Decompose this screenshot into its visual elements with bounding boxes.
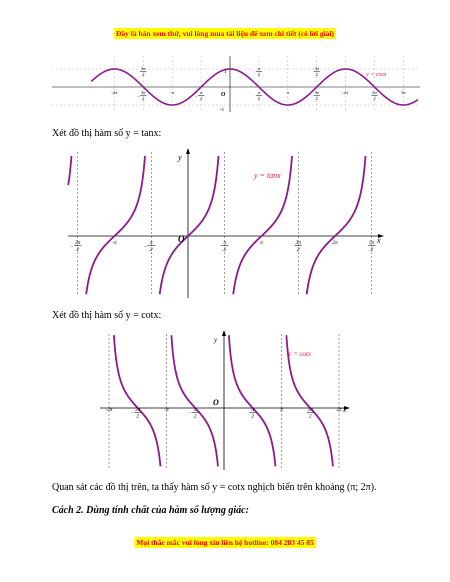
svg-text:-π: -π [164, 408, 169, 413]
x-tick-label [256, 90, 262, 101]
tangent-curves [68, 156, 365, 294]
svg-text:2: 2 [315, 96, 318, 101]
svg-text:2: 2 [315, 72, 318, 77]
tangent-branch [307, 156, 366, 294]
cotangent-branch [114, 335, 161, 466]
x-tick-label [260, 240, 263, 246]
svg-text:−: − [194, 93, 198, 99]
x-tick-label-above [256, 66, 262, 77]
svg-text:3π: 3π [135, 408, 141, 413]
preview-banner: Đây là bản xem thử, vui lòng mua tài liệu để xem chi tiết (có lời giải) [115, 29, 335, 38]
x-tick-label [70, 240, 81, 253]
y-axis-arrow [186, 148, 190, 154]
svg-text:2: 2 [296, 247, 300, 253]
origin-label: O [178, 234, 185, 244]
svg-text:2: 2 [199, 96, 203, 101]
tangent-graph [68, 148, 388, 298]
svg-text:2: 2 [142, 96, 145, 101]
svg-text:−: − [143, 243, 147, 250]
y-axis-label: y [214, 336, 218, 344]
svg-text:3π: 3π [314, 66, 319, 71]
y-tick-1: 1 [224, 70, 227, 75]
svg-text:π: π [193, 408, 197, 413]
y-axis-label: y [178, 153, 182, 162]
x-tick-label [164, 408, 169, 413]
svg-text:π: π [257, 66, 261, 71]
x-tick-label [221, 240, 229, 253]
cotangent-branch [229, 335, 276, 466]
svg-text:3π: 3π [141, 66, 146, 71]
x-tick-label [371, 90, 377, 101]
conclusion-text: Quan sát các đồ thị trên, ta thấy hàm số y = cotx nghịch biến trên khoảng (π; 2π). [52, 482, 377, 493]
x-tick-label [131, 408, 141, 420]
x-tick-label [144, 240, 155, 253]
svg-text:2π: 2π [332, 240, 338, 246]
x-tick-label-above [140, 66, 146, 77]
tangent-grid [78, 152, 372, 296]
method-2-heading: Cách 2. Dùng tính chất của hàm số lượng giác: [52, 505, 249, 516]
svg-text:π: π [149, 240, 153, 246]
x-tick-label [111, 90, 118, 95]
cotangent-branch [171, 335, 218, 466]
x-axis-label: x [343, 406, 347, 414]
x-tick-label [368, 240, 376, 253]
svg-text:-π: -π [170, 90, 175, 95]
svg-text:5π: 5π [372, 90, 377, 95]
tangent-branch [86, 156, 145, 294]
svg-text:3π: 3π [307, 408, 313, 413]
x-tick-label-above [314, 66, 320, 77]
svg-text:5π: 5π [369, 240, 375, 246]
svg-text:2: 2 [142, 72, 145, 77]
x-tick-label [112, 240, 117, 246]
svg-text:π: π [286, 90, 289, 95]
x-tick-label [137, 90, 146, 101]
cotangent-graph [100, 330, 360, 470]
svg-text:-2π: -2π [111, 90, 118, 95]
svg-text:3π: 3π [314, 90, 319, 95]
svg-text:2: 2 [76, 247, 80, 253]
svg-text:-π: -π [112, 240, 117, 246]
svg-text:π: π [251, 408, 255, 413]
x-tick-label [343, 90, 348, 95]
cosine-grid [52, 56, 420, 112]
tangent-branch [160, 156, 219, 294]
cot-intro-text: Xét đồ thị hàm số y = cotx: [52, 310, 162, 321]
svg-text:−: − [130, 411, 134, 417]
x-tick-labels [111, 66, 406, 101]
x-tick-label [314, 90, 320, 101]
svg-text:2: 2 [370, 247, 374, 253]
svg-text:π: π [257, 90, 261, 95]
svg-text:2: 2 [373, 96, 376, 101]
svg-text:2: 2 [194, 414, 197, 420]
svg-text:2: 2 [308, 414, 312, 420]
tangent-branch [68, 156, 71, 185]
svg-text:−: − [188, 411, 192, 417]
hotline-banner: Mọi thắc mắc vui lòng xin liên hệ hotline: 084 283 45 85 [136, 538, 314, 547]
x-tick-label [287, 90, 290, 95]
series-label: y = tanx [254, 171, 281, 180]
x-tick-label [294, 240, 302, 253]
svg-text:3π: 3π [295, 240, 302, 246]
svg-text:π: π [199, 90, 203, 95]
y-axis-arrow [222, 330, 226, 336]
svg-text:2π: 2π [336, 408, 342, 413]
x-tick-label [106, 408, 113, 413]
svg-text:2: 2 [257, 72, 261, 77]
x-tick-label [280, 408, 283, 413]
series-label: y = cosx [366, 72, 387, 78]
svg-text:π: π [260, 240, 263, 246]
x-tick-label [401, 90, 406, 95]
x-tick-label [332, 240, 338, 246]
svg-text:2: 2 [223, 247, 227, 253]
series-label: y = cotx [288, 350, 311, 358]
svg-text:π: π [280, 408, 283, 413]
svg-text:3π: 3π [141, 90, 146, 95]
svg-text:2: 2 [136, 414, 140, 420]
x-tick-label [336, 408, 342, 413]
svg-text:2: 2 [251, 414, 254, 420]
svg-text:3π: 3π [74, 240, 81, 246]
svg-text:-2π: -2π [105, 408, 113, 413]
y-tick-minus-1: -1 [220, 108, 225, 113]
svg-text:π: π [223, 240, 227, 246]
x-axis-label: x [377, 236, 381, 245]
svg-text:2π: 2π [343, 90, 348, 95]
origin-label: O [213, 398, 219, 407]
svg-text:2: 2 [257, 96, 261, 101]
x-tick-label [170, 90, 174, 95]
svg-text:−: − [137, 93, 140, 99]
x-tick-label [307, 408, 314, 420]
tan-intro-text: Xét đồ thị hàm số y = tanx: [52, 128, 162, 139]
cosine-graph [52, 54, 422, 114]
svg-text:3π: 3π [401, 90, 406, 95]
svg-text:−: − [70, 243, 74, 250]
origin-label: O [221, 92, 226, 98]
svg-text:2: 2 [149, 247, 153, 253]
